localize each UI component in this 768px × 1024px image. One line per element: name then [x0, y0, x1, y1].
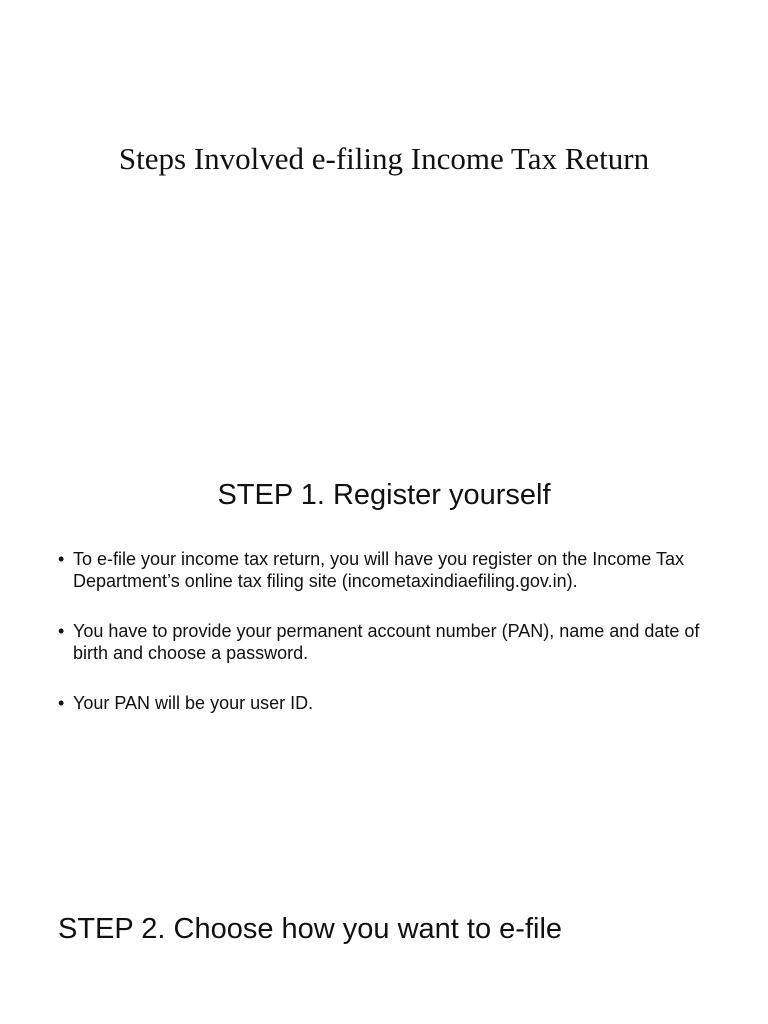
step2-heading: STEP 2. Choose how you want to e-file: [58, 913, 563, 945]
page-title: Steps Involved e-filing Income Tax Return: [118, 141, 650, 176]
step1-bullet-list: [58, 548, 718, 742]
bullet-text: Your PAN will be your user ID.: [73, 693, 314, 713]
list-item: [58, 620, 718, 664]
bullet-dot-icon: •: [58, 621, 65, 641]
step1-heading: STEP 1. Register yourself: [217, 479, 551, 511]
bullet-text: You have to provide your permanent account number (PAN), name and date of birth and choose a password.: [73, 621, 700, 663]
bullet-dot-icon: •: [58, 549, 65, 569]
bullet-text: To e-file your income tax return, you will have you register on the Income Tax Department’s online tax filing site (incometaxindiaefiling.gov.in).: [73, 549, 684, 591]
list-item: [58, 692, 718, 714]
bullet-dot-icon: •: [58, 693, 65, 713]
list-item: [58, 548, 718, 592]
